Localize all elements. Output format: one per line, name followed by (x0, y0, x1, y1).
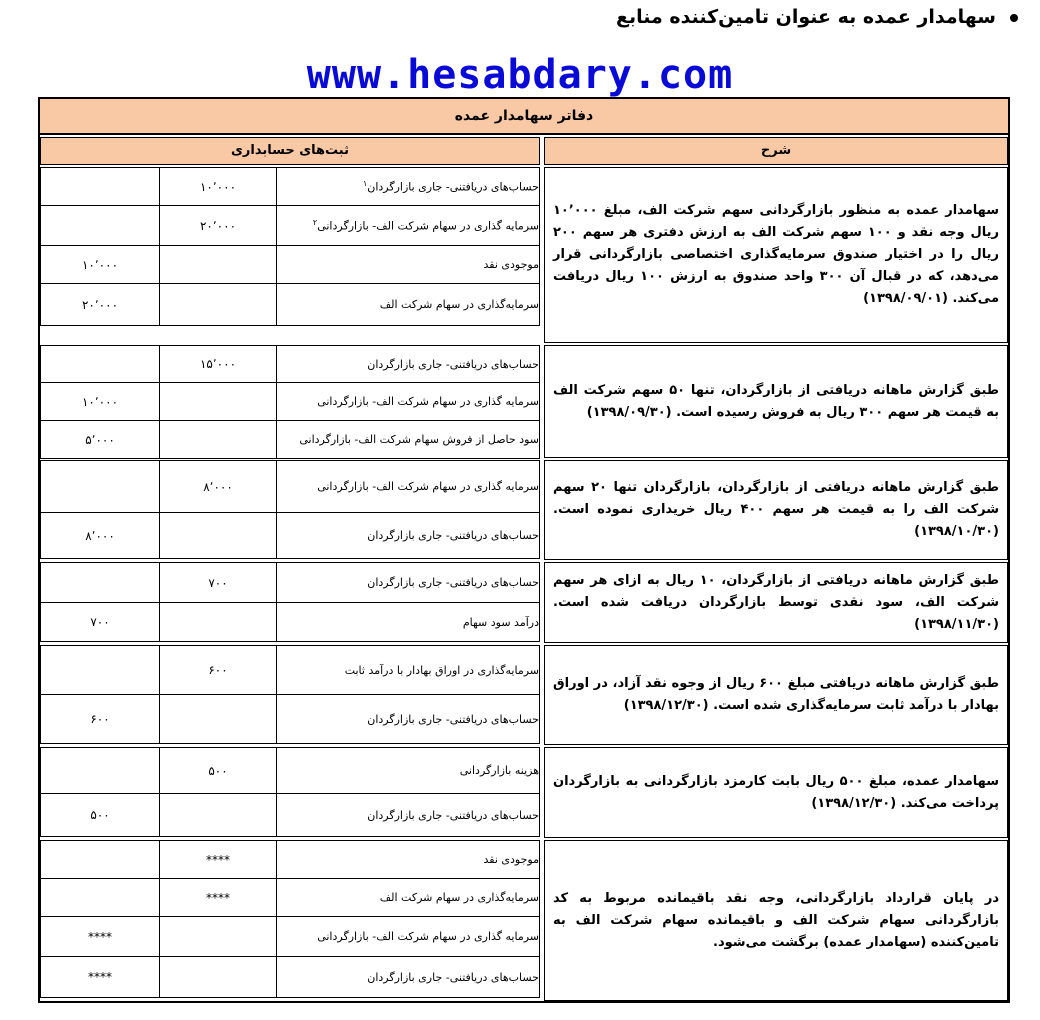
debit-amount (159, 695, 277, 743)
journal-row (40, 460, 540, 513)
account-label: سود حاصل از فروش سهام شرکت الف- بازارگردانی (299, 433, 539, 446)
account-label: سرمایه گذاری در سهام شرکت الف- بازارگردانی (317, 480, 539, 493)
account-name (277, 461, 545, 512)
account-name (277, 695, 545, 743)
debit-amount (159, 794, 277, 836)
account-label: سرمایه گذاری در سهام شرکت الف- بازارگردانی (317, 395, 539, 408)
column-header-entries: ثبت‌های حسابداری (40, 137, 540, 165)
account-name (277, 513, 545, 558)
account-name (277, 383, 545, 420)
entry-description: طبق گزارش ماهانه دریافتی از بازارگردان، تنها ۵۰ سهم شرکت الف به قیمت هر سهم ۳۰۰ ریال به فروش رسیده است. (۱۳۹۸/۰۹/۳۰) (544, 345, 1008, 458)
account-name (277, 346, 545, 382)
journal-row (40, 283, 540, 326)
journal-row (40, 245, 540, 284)
credit-amount: ۲۰٬۰۰۰ (81, 297, 119, 312)
account-label: حساب‌های دریافتنی- جاری بازارگردان$^۱$ (362, 179, 539, 194)
debit-amount (159, 421, 277, 458)
account-name (277, 563, 545, 602)
journal-row (40, 956, 540, 998)
ledger-block (40, 747, 1008, 838)
credit-amount (41, 461, 159, 512)
credit-amount (41, 879, 159, 916)
footnote-marker: ۱ (362, 179, 368, 189)
entry-description: سهامدار عمده به منظور بازارگردانی سهم شرکت الف، مبلغ ۱۰٬۰۰۰ ریال وجه نقد و ۱۰۰ سهم شرکت الف به ارزش دفتری هر سهم ۲۰۰ ریال را در اختیار صندوق سرمایه‌گذاری اختصاصی بازارگردانی قرار می‌دهد، که در قبال آن ۳۰۰ واحد صندوق به ارزش ۱۰۰ ریال دریافت می‌کند. (۱۳۹۸/۰۹/۰۱) (544, 167, 1008, 343)
journal-row (40, 382, 540, 421)
credit-amount (41, 168, 159, 205)
account-label: حساب‌های دریافتنی- جاری بازارگردان (367, 529, 539, 542)
credit-amount: **** (88, 970, 112, 984)
credit-amount (41, 748, 159, 793)
account-label: هزینه بازارگردانی (459, 764, 539, 777)
site-watermark: www.hesabdary.com (306, 52, 734, 98)
entry-description: طبق گزارش ماهانه دریافتی مبلغ ۶۰۰ ریال از وجوه نقد آزاد، در اوراق بهادار با درآمد ثابت سرمایه‌گذاری شده است. (۱۳۹۸/۱۲/۳۰) (544, 645, 1008, 745)
credit-amount: **** (88, 929, 112, 944)
journal-row (40, 602, 540, 642)
column-header-description: شرح (544, 137, 1008, 165)
account-name (277, 206, 545, 245)
entry-description: طبق گزارش ماهانه دریافتی از بازارگردان، ۱۰ ریال به ازای هر سهم شرکت الف، سود نقدی توسط بازارگردان دریافت شده است. (۱۳۹۸/۱۱/۳۰) (544, 562, 1008, 643)
account-label: حساب‌های دریافتنی- جاری بازارگردان (367, 576, 539, 589)
journal-row (40, 512, 540, 559)
entry-description: سهامدار عمده، مبلغ ۵۰۰ ریال بابت کارمزد بازارگردانی به بازارگردان پرداخت می‌کند. (۱۳۹۸/۱۲/۳۰) (544, 747, 1008, 838)
entry-description: در پایان قرارداد بازارگردانی، وجه نقد باقیمانده مربوط به کد بازارگردانی سهام شرکت الف و باقیمانده سهام شرکت الف به تامین‌کننده (سهامدار عمده) برگشت می‌شود. (544, 840, 1008, 1001)
credit-amount: ۸٬۰۰۰ (85, 528, 115, 543)
credit-amount: ۶۰۰ (90, 712, 110, 726)
ledger-block (40, 460, 1008, 560)
credit-amount (41, 563, 159, 602)
ledger-block (40, 345, 1008, 458)
ledger-block (40, 562, 1008, 643)
debit-amount (159, 284, 277, 325)
journal-row (40, 793, 540, 837)
account-label: سرمایه‌گذاری در سهام شرکت الف (379, 891, 539, 904)
credit-amount: ۵٬۰۰۰ (85, 432, 115, 447)
account-label: موجودی نقد (483, 853, 539, 866)
credit-amount: ۷۰۰ (90, 615, 110, 629)
account-label: حساب‌های دریافتنی- جاری بازارگردان (367, 970, 539, 984)
section-heading (616, 6, 1018, 28)
debit-amount: ۲۰٬۰۰۰ (159, 206, 277, 245)
debit-amount: **** (159, 841, 277, 878)
ledger-block (40, 645, 1008, 745)
ledger-block (40, 840, 1008, 1001)
debit-amount (159, 246, 277, 283)
debit-amount (159, 383, 277, 420)
journal-row (40, 878, 540, 917)
journal-row (40, 840, 540, 879)
account-label: حساب‌های دریافتنی- جاری بازارگردان (367, 357, 539, 371)
journal-row (40, 747, 540, 794)
debit-amount (159, 957, 277, 997)
entry-description: طبق گزارش ماهانه دریافتی از بازارگردان، بازارگردان تنها ۲۰ سهم شرکت الف را به قیمت هر سهم ۴۰۰ ریال خریداری نموده است. (۱۳۹۸/۱۰/۳۰) (544, 460, 1008, 560)
debit-amount (159, 917, 277, 956)
credit-amount (41, 346, 159, 382)
account-name (277, 957, 545, 997)
journal-row (40, 345, 540, 383)
journal-row (40, 694, 540, 744)
account-name (277, 421, 545, 458)
debit-amount: **** (159, 879, 277, 916)
account-label: سرمایه گذاری در سهام شرکت الف- بازارگردانی (317, 930, 539, 943)
account-label: سرمایه گذاری در سهام شرکت الف- بازارگردانی$^۲$ (312, 218, 539, 233)
debit-amount: ۱۵٬۰۰۰ (159, 346, 277, 382)
credit-amount (41, 841, 159, 878)
bullet-icon (1010, 14, 1018, 22)
debit-amount (159, 603, 277, 641)
credit-amount: ۵۰۰ (90, 808, 110, 822)
account-label: سرمایه‌گذاری در سهام شرکت الف (379, 298, 539, 311)
credit-amount (41, 646, 159, 694)
debit-amount (159, 513, 277, 558)
debit-amount: ۸٬۰۰۰ (159, 461, 277, 512)
footnote-marker: ۲ (312, 218, 318, 228)
debit-amount: ۱۰٬۰۰۰ (159, 168, 277, 205)
debit-amount: ۷۰۰ (159, 563, 277, 602)
account-name (277, 794, 545, 836)
account-label: موجودی نقد (483, 258, 539, 271)
ledger-block (40, 167, 1008, 343)
account-name (277, 917, 545, 956)
journal-row (40, 562, 540, 603)
account-name (277, 841, 545, 878)
account-name (277, 284, 545, 325)
debit-amount: ۵۰۰ (159, 748, 277, 793)
account-name (277, 168, 545, 205)
heading-text: سهامدار عمده به عنوان تامین‌کننده منابع (616, 6, 996, 28)
journal-row (40, 645, 540, 695)
account-name (277, 748, 545, 793)
debit-amount: ۶۰۰ (159, 646, 277, 694)
account-name (277, 246, 545, 283)
account-label: درآمد سود سهام (462, 615, 539, 629)
table-title: دفاتر سهامدار عمده (40, 99, 1008, 135)
journal-row (40, 916, 540, 957)
credit-amount (41, 206, 159, 245)
credit-amount: ۱۰٬۰۰۰ (81, 257, 119, 272)
credit-amount: ۱۰٬۰۰۰ (81, 394, 119, 409)
account-label: سرمایه‌گذاری در اوراق بهادار با درآمد ثابت (344, 663, 539, 677)
account-name (277, 603, 545, 641)
account-label: حساب‌های دریافتنی- جاری بازارگردان (367, 712, 539, 726)
account-name (277, 879, 545, 916)
journal-row (40, 420, 540, 459)
journal-row (40, 167, 540, 206)
journal-row (40, 205, 540, 246)
account-label: حساب‌های دریافتنی- جاری بازارگردان (367, 808, 539, 822)
account-name (277, 646, 545, 694)
